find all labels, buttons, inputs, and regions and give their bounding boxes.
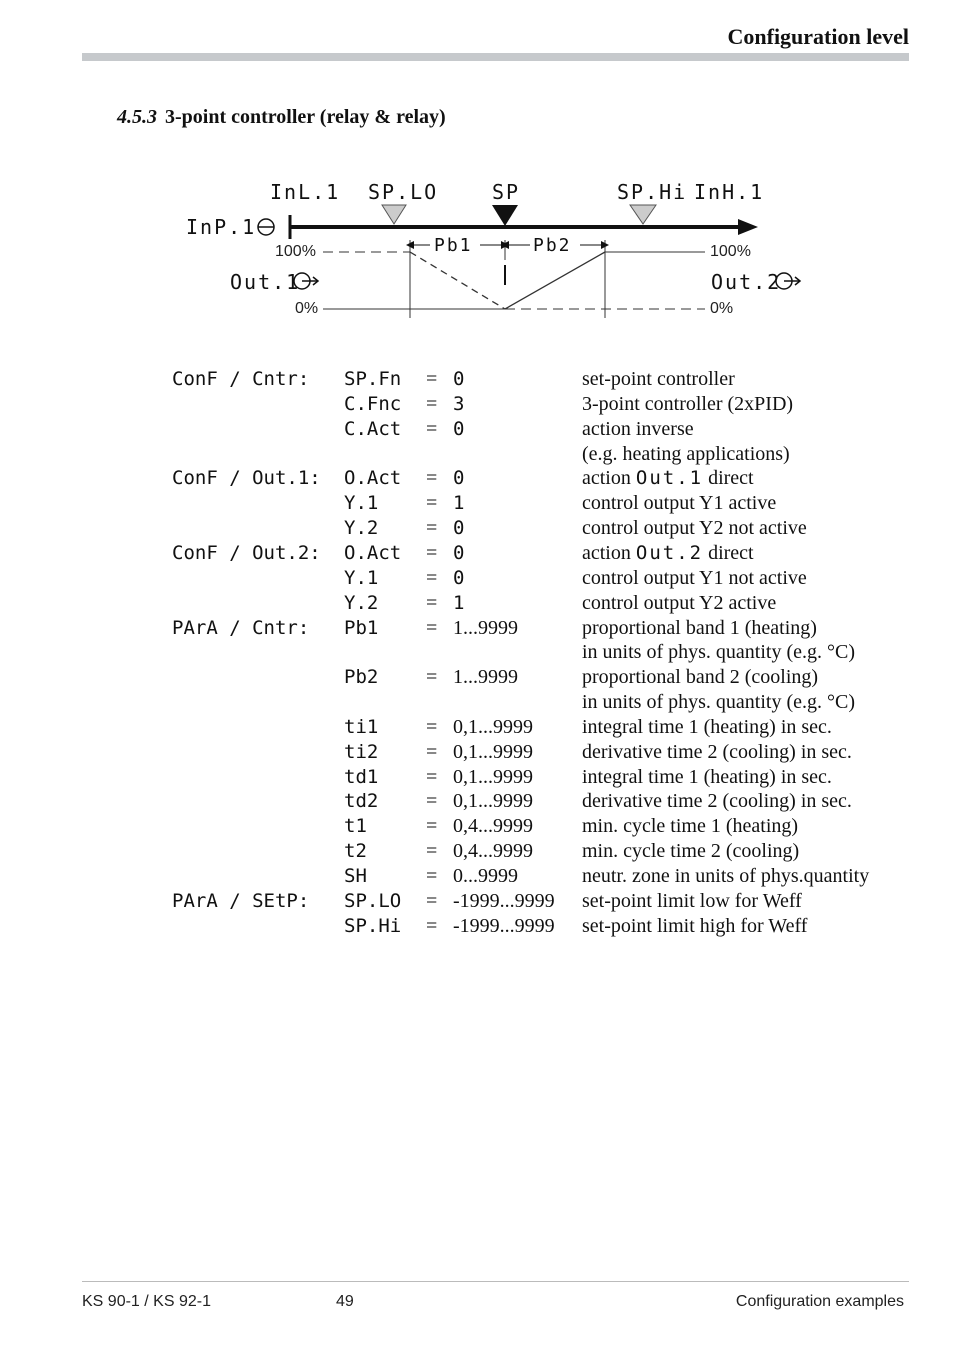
row-description-prefix: action [582,541,636,564]
table-row [0,467,954,492]
row-param: Pb2 [344,666,379,689]
table-row [0,840,954,865]
table-row [0,865,954,890]
row-description: proportional band 2 (cooling) [582,666,819,689]
row-param: SP.Hi [344,914,402,937]
row-equals: = [426,467,438,490]
row-equals: = [426,417,438,440]
row-description: set-point limit high for Weff [582,914,808,937]
footer-chapter: Configuration examples [735,1293,904,1310]
row-value: 0,1...9999 [453,740,533,763]
row-description [582,542,754,565]
row-value: -1999...9999 [453,889,555,912]
row-description: neutr. zone in units of phys.quantity [582,865,870,887]
row-group: ConF / Out.1: [172,467,321,490]
table-row [0,492,954,517]
table-row [0,393,954,418]
table-row [0,567,954,592]
table-row [0,418,954,443]
row-param: O.Act [344,541,402,564]
row-description-output: Out.1 [635,467,704,490]
row-value: 0,1...9999 [453,790,533,813]
row-value: 0 [453,368,465,390]
footer-page-number: 49 [336,1293,354,1310]
table-row [0,666,954,691]
footer-model: KS 90-1 / KS 92-1 [82,1293,211,1310]
row-value: -1999...9999 [453,914,555,937]
row-equals: = [426,541,438,564]
row-description: action inverse [582,417,694,440]
row-equals: = [426,865,438,887]
row-description: (e.g. heating applications) [582,442,790,465]
row-param: td1 [344,765,379,788]
row-group: ConF / Out.2: [172,541,321,564]
table-row [0,766,954,791]
section-number: 4.5.3 [117,106,157,128]
row-equals: = [426,840,438,863]
splo-marker-icon [382,205,406,224]
row-description: min. cycle time 1 (heating) [582,815,799,838]
label-inl1: InL.1 [270,180,341,204]
row-equals: = [426,790,438,813]
row-param: td2 [344,790,379,813]
row-equals: = [426,368,438,390]
row-equals: = [426,566,438,589]
row-value: 0...9999 [453,865,518,887]
table-row [0,890,954,915]
row-value: 0,4...9999 [453,840,533,863]
label-left-0: 0% [295,300,319,317]
label-inh1: InH.1 [694,180,765,204]
row-group: ConF / Cntr: [172,368,310,390]
table-row [0,716,954,741]
row-description: integral time 1 (heating) in sec. [582,765,832,788]
row-param: Pb1 [344,616,379,639]
row-param: SP.Fn [344,368,402,390]
row-description: control output Y2 active [582,591,777,614]
header-title: Configuration level [727,24,909,49]
table-row [0,641,954,666]
axis-arrow [738,219,758,235]
row-description: set-point limit low for Weff [582,889,802,912]
row-value: 0 [453,566,465,589]
row-value: 0,4...9999 [453,815,533,838]
row-value: 3 [453,392,465,415]
label-pb1: Pb1 [434,235,473,256]
table-row [0,443,954,468]
row-param: ti1 [344,715,379,738]
row-equals: = [426,765,438,788]
row-description: in units of phys. quantity (e.g. °C) [582,691,855,714]
row-equals: = [426,889,438,912]
row-value: 0 [453,467,465,490]
row-value: 0 [453,541,465,564]
row-param: Y.2 [344,591,379,614]
row-value: 0 [453,417,465,440]
row-param: SH [344,865,367,887]
label-pb2: Pb2 [533,235,572,256]
row-description-prefix: action [582,467,636,490]
row-description: control output Y1 not active [582,566,807,589]
row-value: 1...9999 [453,666,518,689]
row-value: 0,1...9999 [453,765,533,788]
row-value: 1 [453,591,465,614]
row-description [582,467,754,490]
row-description: integral time 1 (heating) in sec. [582,715,832,738]
table-row [0,617,954,642]
row-param: C.Fnc [344,392,402,415]
row-equals: = [426,815,438,838]
table-row [0,368,954,393]
row-description: proportional band 1 (heating) [582,616,817,639]
row-equals: = [426,392,438,415]
row-equals: = [426,666,438,689]
row-param: O.Act [344,467,402,490]
row-value: 1 [453,492,465,515]
row-description: control output Y1 active [582,492,777,515]
row-equals: = [426,914,438,937]
row-param: Y.1 [344,492,379,515]
row-value: 1...9999 [453,616,518,639]
row-param: Y.1 [344,566,379,589]
row-equals: = [426,492,438,515]
table-row [0,815,954,840]
row-param: ti2 [344,740,379,763]
controller-diagram [0,0,954,340]
sphi-marker-icon [630,205,656,224]
row-description: derivative time 2 (cooling) in sec. [582,790,852,813]
row-description: control output Y2 not active [582,517,807,540]
label-sp: SP [492,180,521,204]
label-right-0: 0% [710,300,734,317]
row-param: SP.LO [344,889,402,912]
table-row [0,741,954,766]
row-equals: = [426,616,438,639]
row-equals: = [426,517,438,540]
table-row [0,790,954,815]
row-param: Y.2 [344,517,379,540]
label-inp1: InP.1 [186,215,257,239]
table-row [0,592,954,617]
row-description-output: Out.2 [635,541,704,564]
label-left-100: 100% [275,243,316,260]
label-sphi: SP.Hi [617,180,688,204]
row-description-suffix: direct [703,541,754,564]
row-equals: = [426,740,438,763]
row-group: PArA / SEtP: [172,889,310,912]
label-out1: Out.1 [230,270,301,294]
sp-marker-icon [492,205,518,226]
footer-divider [82,1281,909,1282]
row-description-suffix: direct [703,467,754,490]
label-right-100: 100% [710,243,751,260]
row-equals: = [426,715,438,738]
row-value: 0,1...9999 [453,715,533,738]
row-description: min. cycle time 2 (cooling) [582,840,800,863]
section-title: 3-point controller (relay & relay) [165,106,446,128]
label-splo: SP.LO [368,180,439,204]
row-description: 3-point controller (2xPID) [582,392,794,415]
row-param: t2 [344,840,367,863]
row-description: in units of phys. quantity (e.g. °C) [582,641,855,664]
row-value: 0 [453,517,465,540]
row-description: derivative time 2 (cooling) in sec. [582,740,852,763]
row-param: C.Act [344,417,402,440]
label-out2: Out.2 [711,270,782,294]
row-description: set-point controller [582,368,735,390]
row-param: t1 [344,815,367,838]
table-row [0,542,954,567]
table-row [0,915,954,940]
table-row [0,691,954,716]
row-equals: = [426,591,438,614]
table-row [0,517,954,542]
row-group: PArA / Cntr: [172,616,310,639]
